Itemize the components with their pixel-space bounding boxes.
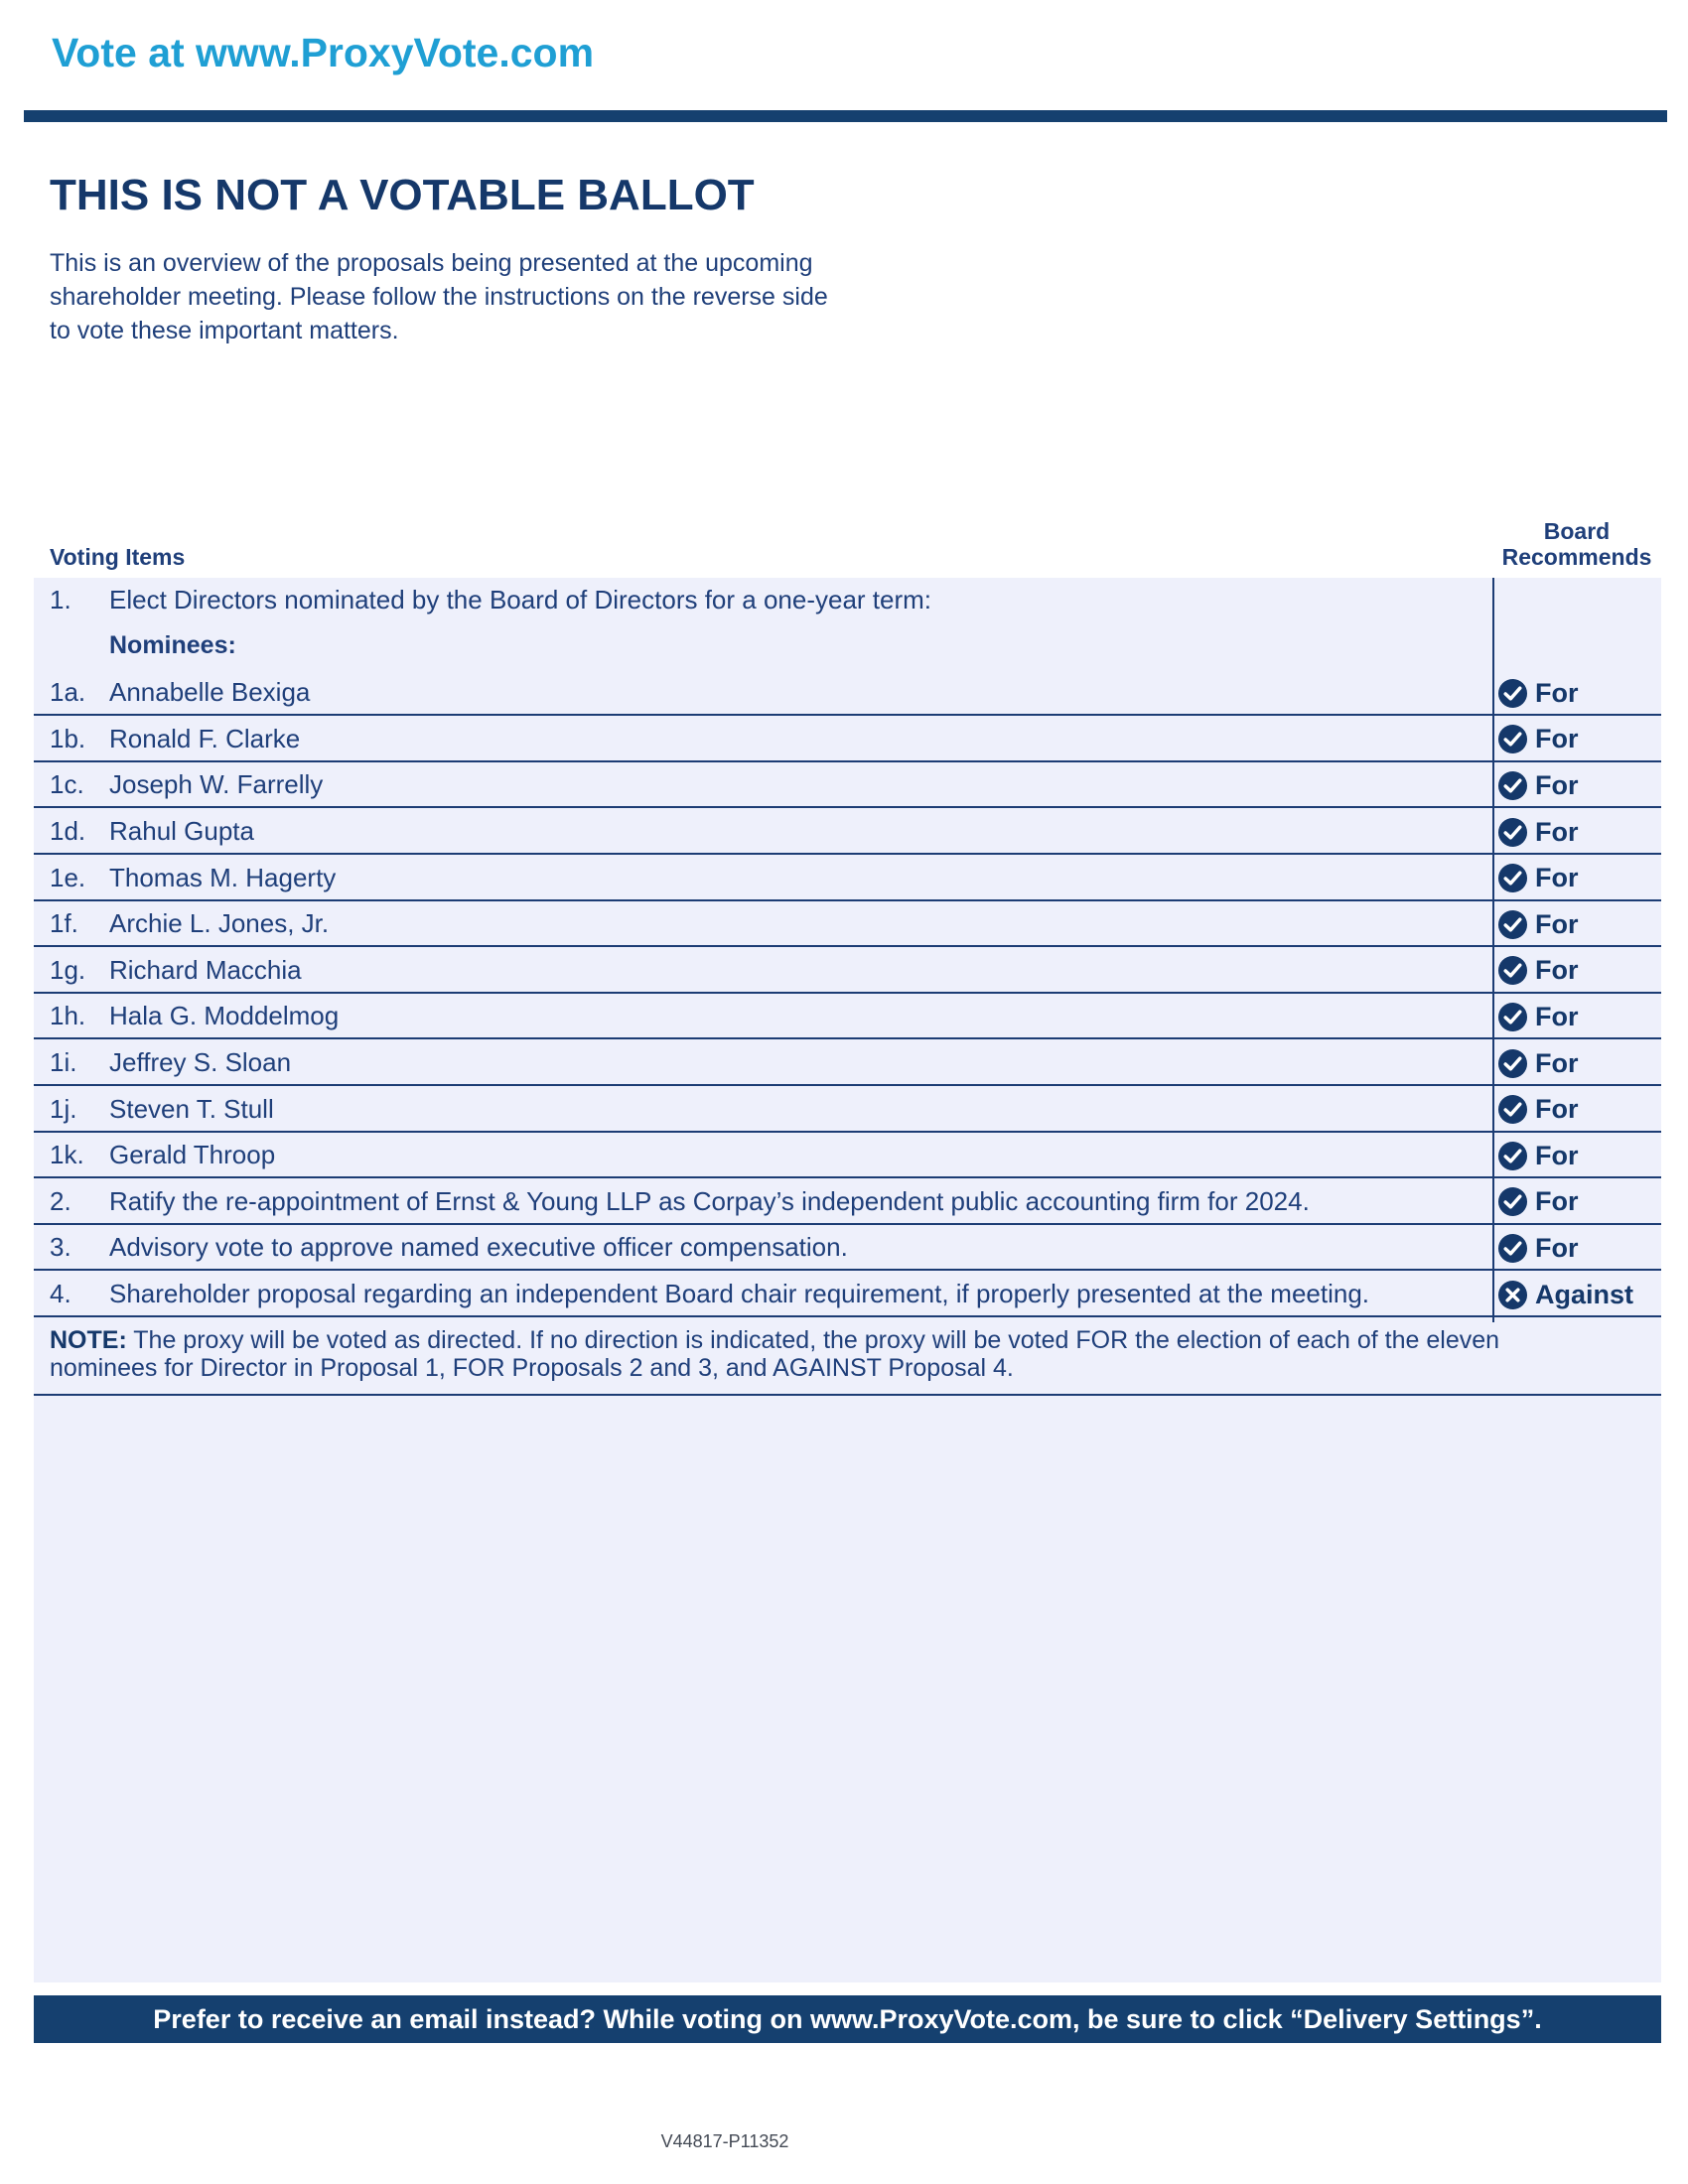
voting-item-row <box>34 1272 1661 1317</box>
footer-text: Prefer to receive an email instead? While voting on www.ProxyVote.com, be sure to click “Delivery Settings”. <box>153 2003 1542 2034</box>
recommendation-column-divider <box>1492 578 1494 1322</box>
board-recommends-line1: Board <box>1543 518 1611 544</box>
item-number: 1h. <box>50 1001 86 1031</box>
voting-item-row <box>34 809 1661 855</box>
recommendation-label: For <box>1535 1094 1579 1125</box>
item-description: Annabelle Bexiga <box>109 677 311 708</box>
recommendation-label: For <box>1535 863 1579 893</box>
note-body: The proxy will be voted as directed. If no direction is indicated, the proxy will be voted FOR the election of each of the eleven nominees for Director in Proposal 1, FOR Proposals 2 and 3, and AGAINST Proposal 4. <box>50 1326 1500 1382</box>
recommendation-label: For <box>1535 677 1579 708</box>
check-circle-icon <box>1497 817 1535 848</box>
board-recommendation <box>1497 722 1579 757</box>
board-recommendation <box>1497 906 1579 942</box>
item-description: Gerald Throop <box>109 1140 276 1170</box>
check-circle-icon <box>1497 770 1535 801</box>
board-recommendation <box>1497 675 1579 711</box>
note-text <box>50 1326 1509 1382</box>
item-number: 3. <box>50 1232 71 1263</box>
recommendation-label: For <box>1535 1001 1579 1031</box>
board-recommendation <box>1497 1045 1579 1081</box>
item-description: Elect Directors nominated by the Board of Directors for a one-year term: <box>109 585 932 614</box>
item-number: 1e. <box>50 862 86 892</box>
item-number: 1i. <box>50 1047 77 1077</box>
item-description: Ronald F. Clarke <box>109 723 301 753</box>
document-code: V44817-P11352 <box>660 2131 789 2151</box>
voting-item-row <box>34 624 1661 670</box>
recommendation-label: For <box>1535 816 1579 847</box>
item-number: 1b. <box>50 723 86 753</box>
item-description: Thomas M. Hagerty <box>109 862 337 892</box>
board-recommends-header <box>1487 518 1666 570</box>
item-number: 1c. <box>50 769 84 800</box>
item-number: 1. <box>50 585 71 614</box>
item-description: Jeffrey S. Sloan <box>109 1047 292 1077</box>
note-divider <box>34 1394 1661 1396</box>
page-title: THIS IS NOT A VOTABLE BALLOT <box>50 171 755 219</box>
note-label: NOTE: <box>50 1326 127 1354</box>
voting-item-row <box>34 948 1661 994</box>
item-number: 1f. <box>50 908 78 939</box>
board-recommendation <box>1497 1230 1579 1266</box>
voting-item-row <box>34 1179 1661 1225</box>
voting-item-row <box>34 856 1661 901</box>
check-circle-icon <box>1497 1186 1535 1217</box>
proxyvote-link[interactable]: Vote at www.ProxyVote.com <box>52 30 595 75</box>
item-number: 1a. <box>50 677 86 708</box>
voting-item-row <box>34 1225 1661 1271</box>
check-circle-icon <box>1497 955 1535 986</box>
item-description: Ratify the re-appointment of Ernst & Young LLP as Corpay’s independent public accounting firm for 2024. <box>109 1185 1310 1216</box>
intro-text: This is an overview of the proposals being presented at the upcoming shareholder meeting. Please follow the instructions on the reverse side to vote these important matters. <box>50 249 828 344</box>
recommendation-label: For <box>1535 955 1579 986</box>
board-recommendation <box>1497 861 1579 896</box>
item-description: Advisory vote to approve named executive officer compensation. <box>109 1232 848 1263</box>
item-description: Archie L. Jones, Jr. <box>109 908 330 939</box>
check-circle-icon <box>1497 1002 1535 1032</box>
item-number: 1d. <box>50 816 86 846</box>
item-number: 4. <box>50 1279 71 1308</box>
item-description: Hala G. Moddelmog <box>109 1001 340 1031</box>
voting-item-row <box>34 670 1661 716</box>
recommendation-label: For <box>1535 908 1579 939</box>
board-recommendation <box>1497 1092 1579 1128</box>
voting-item-row <box>34 1040 1661 1086</box>
check-circle-icon <box>1497 1233 1535 1264</box>
check-circle-icon <box>1497 1094 1535 1125</box>
voting-item-row <box>34 717 1661 762</box>
item-number: 1k. <box>50 1140 84 1170</box>
voting-item-row <box>34 1087 1661 1133</box>
board-recommendation <box>1497 814 1579 850</box>
voting-item-row <box>34 1133 1661 1178</box>
check-circle-icon <box>1497 909 1535 940</box>
voting-item-row <box>34 901 1661 947</box>
recommendation-label: For <box>1535 1140 1579 1170</box>
item-description: Steven T. Stull <box>109 1093 274 1124</box>
board-recommends-line2: Recommends <box>1501 544 1652 570</box>
recommendation-label: For <box>1535 724 1579 754</box>
item-description: Rahul Gupta <box>109 816 254 846</box>
board-recommendation <box>1497 999 1579 1034</box>
header-divider <box>24 110 1667 122</box>
recommendation-label: Against <box>1535 1279 1634 1309</box>
footer-banner <box>34 1995 1661 2043</box>
check-circle-icon <box>1497 863 1535 893</box>
item-number: 1g. <box>50 954 86 985</box>
voting-item-row <box>34 762 1661 808</box>
recommendation-label: For <box>1535 769 1579 800</box>
item-number: 2. <box>50 1185 71 1216</box>
recommendation-label: For <box>1535 1047 1579 1078</box>
recommendation-label: For <box>1535 1232 1579 1263</box>
board-recommendation <box>1497 1184 1579 1220</box>
check-circle-icon <box>1497 724 1535 754</box>
voting-items-header: Voting Items <box>50 544 186 570</box>
board-recommendation <box>1497 767 1579 803</box>
x-circle-icon <box>1497 1280 1535 1310</box>
item-description: Shareholder proposal regarding an independent Board chair requirement, if properly presented at the meeting. <box>109 1279 1370 1308</box>
recommendation-label: For <box>1535 1186 1579 1217</box>
item-description: Nominees: <box>109 630 236 659</box>
check-circle-icon <box>1497 1048 1535 1079</box>
board-recommendation <box>1497 1277 1633 1312</box>
board-recommendation <box>1497 953 1579 989</box>
item-description: Joseph W. Farrelly <box>109 769 324 800</box>
item-number: 1j. <box>50 1093 77 1124</box>
check-circle-icon <box>1497 678 1535 709</box>
check-circle-icon <box>1497 1141 1535 1171</box>
board-recommendation <box>1497 1138 1579 1173</box>
voting-item-row <box>34 994 1661 1039</box>
item-description: Richard Macchia <box>109 954 302 985</box>
voting-item-row <box>34 578 1661 623</box>
